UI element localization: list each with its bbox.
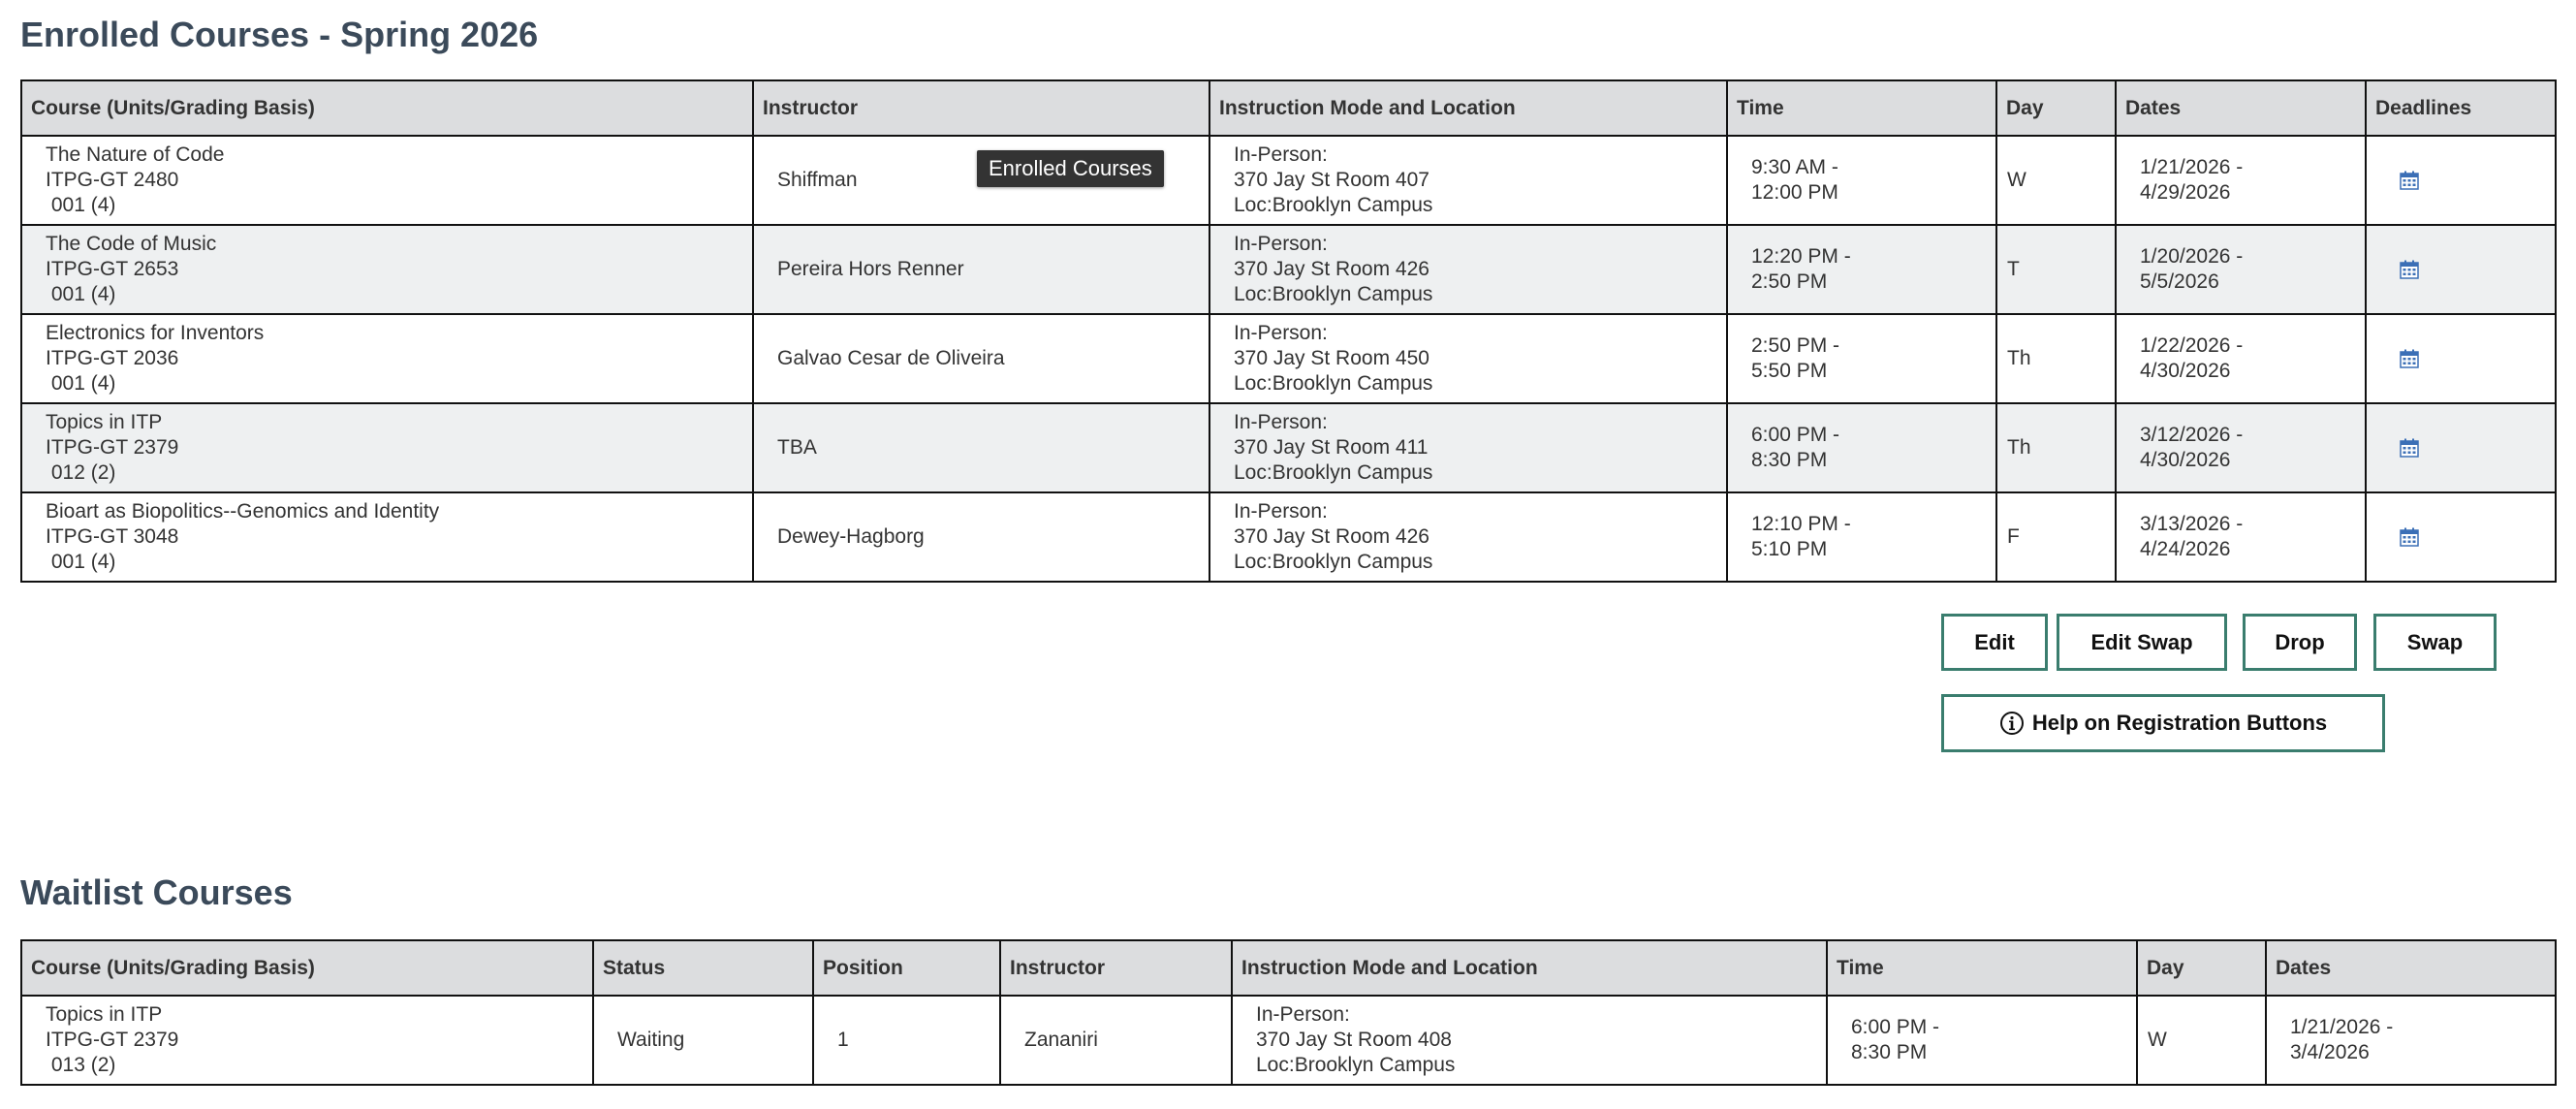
column-header-dates: Dates — [2116, 80, 2366, 136]
day-value: W — [2007, 169, 2026, 191]
instructor-cell — [753, 403, 1209, 492]
day-cell — [1996, 314, 2116, 403]
time-start: 6:00 PM - — [1751, 424, 1840, 446]
column-header-location: Instruction Mode and Location — [1232, 940, 1827, 996]
instruction-mode: In-Person: — [1234, 143, 1328, 166]
dates-start: 1/21/2026 - — [2140, 156, 2244, 178]
table-row — [21, 225, 2556, 314]
time-start: 6:00 PM - — [1851, 1016, 1940, 1038]
course-section: 013 (2) — [46, 1054, 116, 1076]
position-cell — [813, 996, 1000, 1085]
instruction-mode: In-Person: — [1234, 500, 1328, 523]
time-end: 5:50 PM — [1751, 360, 1828, 382]
time-end: 5:10 PM — [1751, 538, 1828, 560]
deadlines-cell — [2366, 225, 2556, 314]
day-value: Th — [2007, 436, 2031, 459]
instructor-name: TBA — [777, 436, 817, 459]
time-end: 8:30 PM — [1751, 449, 1828, 471]
instructor-cell — [753, 492, 1209, 582]
dates-end: 4/30/2026 — [2140, 449, 2231, 471]
dates-end: 4/30/2026 — [2140, 360, 2231, 382]
swap-button[interactable]: Swap — [2373, 614, 2497, 671]
table-row — [21, 996, 2556, 1085]
location-cell — [1209, 492, 1727, 582]
calendar-icon[interactable] — [2400, 171, 2419, 190]
course-section: 001 (4) — [46, 283, 116, 305]
instructor-name: Zananiri — [1024, 1029, 1098, 1051]
time-cell — [1727, 403, 1996, 492]
time-cell — [1727, 492, 1996, 582]
day-cell — [1996, 136, 2116, 225]
column-header-deadlines: Deadlines — [2366, 80, 2556, 136]
column-header-time: Time — [1827, 940, 2137, 996]
dates-end: 4/29/2026 — [2140, 181, 2231, 204]
location-cell — [1232, 996, 1827, 1085]
course-name: Bioart as Biopolitics--Genomics and Identity — [46, 500, 440, 523]
waitlist-courses-table — [20, 939, 2557, 1086]
course-cell — [21, 492, 753, 582]
time-cell — [1727, 225, 1996, 314]
enrolled-courses-title: Enrolled Courses - Spring 2026 — [20, 15, 539, 54]
time-cell — [1727, 136, 1996, 225]
course-code: ITPG-GT 2379 — [46, 436, 179, 459]
edit-swap-button[interactable]: Edit Swap — [2057, 614, 2227, 671]
instruction-mode: In-Person: — [1234, 322, 1328, 344]
dates-start: 1/21/2026 - — [2290, 1016, 2394, 1038]
enrolled-courses-tooltip: Enrolled Courses — [977, 150, 1164, 187]
deadlines-cell — [2366, 136, 2556, 225]
table-row — [21, 492, 2556, 582]
room: 370 Jay St Room 408 — [1256, 1029, 1452, 1051]
time-start: 12:20 PM - — [1751, 245, 1851, 268]
dates-cell — [2116, 225, 2366, 314]
help-button-label: Help on Registration Buttons — [2031, 711, 2328, 735]
column-header-course: Course (Units/Grading Basis) — [21, 80, 753, 136]
drop-button[interactable]: Drop — [2243, 614, 2357, 671]
course-code: ITPG-GT 3048 — [46, 525, 179, 548]
deadlines-cell — [2366, 314, 2556, 403]
dates-cell — [2116, 492, 2366, 582]
day-value: F — [2007, 525, 2020, 548]
course-name: The Nature of Code — [46, 143, 225, 166]
course-section: 001 (4) — [46, 551, 116, 573]
dates-cell — [2116, 136, 2366, 225]
calendar-icon[interactable] — [2400, 438, 2419, 458]
course-section: 012 (2) — [46, 461, 116, 484]
table-row — [21, 403, 2556, 492]
instructor-name: Galvao Cesar de Oliveira — [777, 347, 1005, 369]
edit-button[interactable]: Edit — [1941, 614, 2048, 671]
time-end: 8:30 PM — [1851, 1041, 1928, 1063]
dates-end: 3/4/2026 — [2290, 1041, 2370, 1063]
calendar-icon[interactable] — [2400, 260, 2419, 279]
day-value: Th — [2007, 347, 2031, 369]
campus: Loc:Brooklyn Campus — [1234, 283, 1433, 305]
deadlines-cell — [2366, 492, 2556, 582]
time-start: 12:10 PM - — [1751, 513, 1851, 535]
table-row — [21, 136, 2556, 225]
calendar-icon[interactable] — [2400, 349, 2419, 368]
instruction-mode: In-Person: — [1234, 233, 1328, 255]
column-header-position: Position — [813, 940, 1000, 996]
status-cell — [593, 996, 813, 1085]
time-start: 9:30 AM - — [1751, 156, 1838, 178]
enrolled-courses-table — [20, 79, 2557, 583]
campus: Loc:Brooklyn Campus — [1234, 551, 1433, 573]
time-end: 12:00 PM — [1751, 181, 1838, 204]
room: 370 Jay St Room 407 — [1234, 169, 1429, 191]
course-section: 001 (4) — [46, 372, 116, 395]
column-header-instructor: Instructor — [1000, 940, 1232, 996]
dates-start: 1/20/2026 - — [2140, 245, 2244, 268]
course-cell — [21, 225, 753, 314]
time-end: 2:50 PM — [1751, 270, 1828, 293]
course-name: Electronics for Inventors — [46, 322, 265, 344]
dates-start: 1/22/2026 - — [2140, 334, 2244, 357]
day-cell — [1996, 225, 2116, 314]
course-cell — [21, 314, 753, 403]
course-section: 001 (4) — [46, 194, 116, 216]
dates-cell — [2116, 403, 2366, 492]
column-header-instructor: Instructor — [753, 80, 1209, 136]
time-cell — [1827, 996, 2137, 1085]
location-cell — [1209, 403, 1727, 492]
course-code: ITPG-GT 2379 — [46, 1029, 179, 1051]
instructor-name: Dewey-Hagborg — [777, 525, 925, 548]
room: 370 Jay St Room 426 — [1234, 525, 1429, 548]
column-header-time: Time — [1727, 80, 1996, 136]
instructor-name: Shiffman — [777, 169, 858, 191]
course-code: ITPG-GT 2653 — [46, 258, 179, 280]
dates-cell — [2266, 996, 2556, 1085]
column-header-status: Status — [593, 940, 813, 996]
day-cell — [1996, 403, 2116, 492]
course-cell — [21, 136, 753, 225]
room: 370 Jay St Room 450 — [1234, 347, 1429, 369]
status-value: Waiting — [617, 1029, 685, 1051]
help-registration-button[interactable] — [1941, 694, 2385, 752]
dates-cell — [2116, 314, 2366, 403]
day-cell — [1996, 492, 2116, 582]
calendar-icon[interactable] — [2400, 527, 2419, 547]
instruction-mode: In-Person: — [1234, 411, 1328, 433]
dates-end: 5/5/2026 — [2140, 270, 2219, 293]
deadlines-cell — [2366, 403, 2556, 492]
day-value: T — [2007, 258, 2020, 280]
instruction-mode: In-Person: — [1256, 1003, 1350, 1026]
course-code: ITPG-GT 2036 — [46, 347, 179, 369]
column-header-course: Course (Units/Grading Basis) — [21, 940, 593, 996]
course-name: The Code of Music — [46, 233, 217, 255]
instructor-cell — [753, 225, 1209, 314]
location-cell — [1209, 136, 1727, 225]
dates-start: 3/13/2026 - — [2140, 513, 2244, 535]
table-row — [21, 314, 2556, 403]
day-cell — [2137, 996, 2266, 1085]
course-name: Topics in ITP — [46, 411, 163, 433]
campus: Loc:Brooklyn Campus — [1234, 194, 1433, 216]
column-header-dates: Dates — [2266, 940, 2556, 996]
waitlist-header-row — [21, 940, 2556, 996]
dates-start: 3/12/2026 - — [2140, 424, 2244, 446]
column-header-day: Day — [1996, 80, 2116, 136]
instructor-cell — [1000, 996, 1232, 1085]
room: 370 Jay St Room 426 — [1234, 258, 1429, 280]
course-cell — [21, 403, 753, 492]
enrolled-header-row — [21, 80, 2556, 136]
column-header-day: Day — [2137, 940, 2266, 996]
course-cell — [21, 996, 593, 1085]
campus: Loc:Brooklyn Campus — [1234, 372, 1433, 395]
location-cell — [1209, 225, 1727, 314]
dates-end: 4/24/2026 — [2140, 538, 2231, 560]
campus: Loc:Brooklyn Campus — [1234, 461, 1433, 484]
location-cell — [1209, 314, 1727, 403]
instructor-cell — [753, 314, 1209, 403]
waitlist-courses-title: Waitlist Courses — [20, 872, 293, 912]
position-value: 1 — [837, 1029, 849, 1051]
room: 370 Jay St Room 411 — [1234, 436, 1429, 459]
time-start: 2:50 PM - — [1751, 334, 1840, 357]
course-name: Topics in ITP — [46, 1003, 163, 1026]
instructor-name: Pereira Hors Renner — [777, 258, 964, 280]
campus: Loc:Brooklyn Campus — [1256, 1054, 1456, 1076]
day-value: W — [2148, 1029, 2167, 1051]
course-code: ITPG-GT 2480 — [46, 169, 179, 191]
time-cell — [1727, 314, 1996, 403]
column-header-location: Instruction Mode and Location — [1209, 80, 1727, 136]
info-icon — [1999, 711, 2025, 736]
